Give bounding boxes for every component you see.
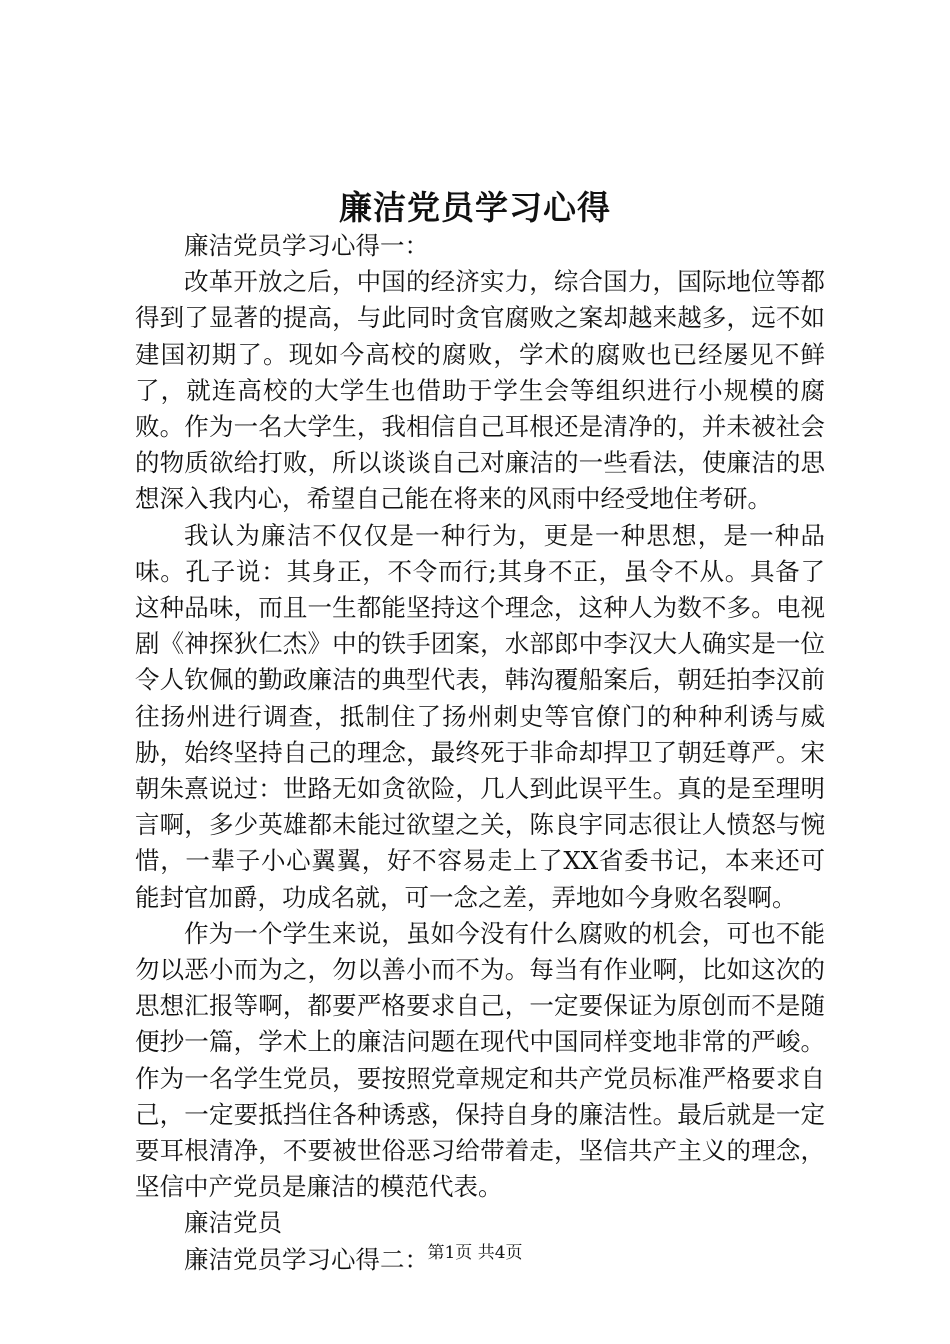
section-heading-two: 廉洁党员学习心得二：	[184, 1244, 429, 1274]
page-number-footer: 第1页 共4页	[427, 1243, 523, 1263]
document-body	[135, 228, 825, 1278]
paragraph: 改革开放之后，中国的经济实力，综合国力，国际地位等都得到了显著的提高，与此同时贪官腐败之案却越来越多，远不如建国初期了。现如今高校的腐败，学术的腐败也已经屡见不鲜了，就连高校的大学生也借助于学生会等组织进行小规模的腐败。作为一名大学生，我相信自己耳根还是清净的，并未被社会的物质欲给打败，所以谈谈自己对廉洁的一些看法，使廉洁的思想深入我内心，希望自己能在将来的风雨中经受地住考研。	[135, 267, 825, 514]
paragraph: 作为一个学生来说，虽如今没有什么腐败的机会，可也不能勿以恶小而为之，勿以善小而不为。每当有作业啊，比如这次的思想汇报等啊，都要严格要求自己，一定要保证为原创而不是随便抄一篇，学术上的廉洁问题在现代中国同样变地非常的严峻。作为一名学生党员，要按照党章规定和共产党员标准严格要求自己，一定要抵挡住各种诱惑，保持自身的廉洁性。最后就是一定要耳根清净，不要被世俗恶习给带着走，坚信共产主义的理念，坚信中产党员是廉洁的模范代表。	[135, 918, 825, 1202]
document-title: 廉洁党员学习心得	[339, 188, 611, 227]
paragraph: 廉洁党员	[184, 1208, 282, 1238]
paragraph: 我认为廉洁不仅仅是一种行为，更是一种思想，是一种品味。孔子说：其身正，不令而行;其身不正，虽令不从。具备了这种品味，而且一生都能坚持这个理念，这种人为数不多。电视剧《神探狄仁杰》中的铁手团案，水部郎中李汉大人确实是一位令人钦佩的勤政廉洁的典型代表，韩沟覆船案后，朝廷拍李汉前往扬州进行调查，抵制住了扬州刺史等官僚门的种种利诱与威胁，始终坚持自己的理念，最终死于非命却捍卫了朝廷尊严。宋朝朱熹说过：世路无如贪欲险，几人到此误平生。真的是至理明言啊，多少英雄都未能过欲望之关，陈良宇同志很让人愤怒与惋惜，一辈子小心翼翼，好不容易走上了XX省委书记，本来还可能封官加爵，功成名就，可一念之差，弄地如今身败名裂啊。	[135, 520, 825, 912]
section-heading-one: 廉洁党员学习心得一：	[184, 231, 429, 260]
